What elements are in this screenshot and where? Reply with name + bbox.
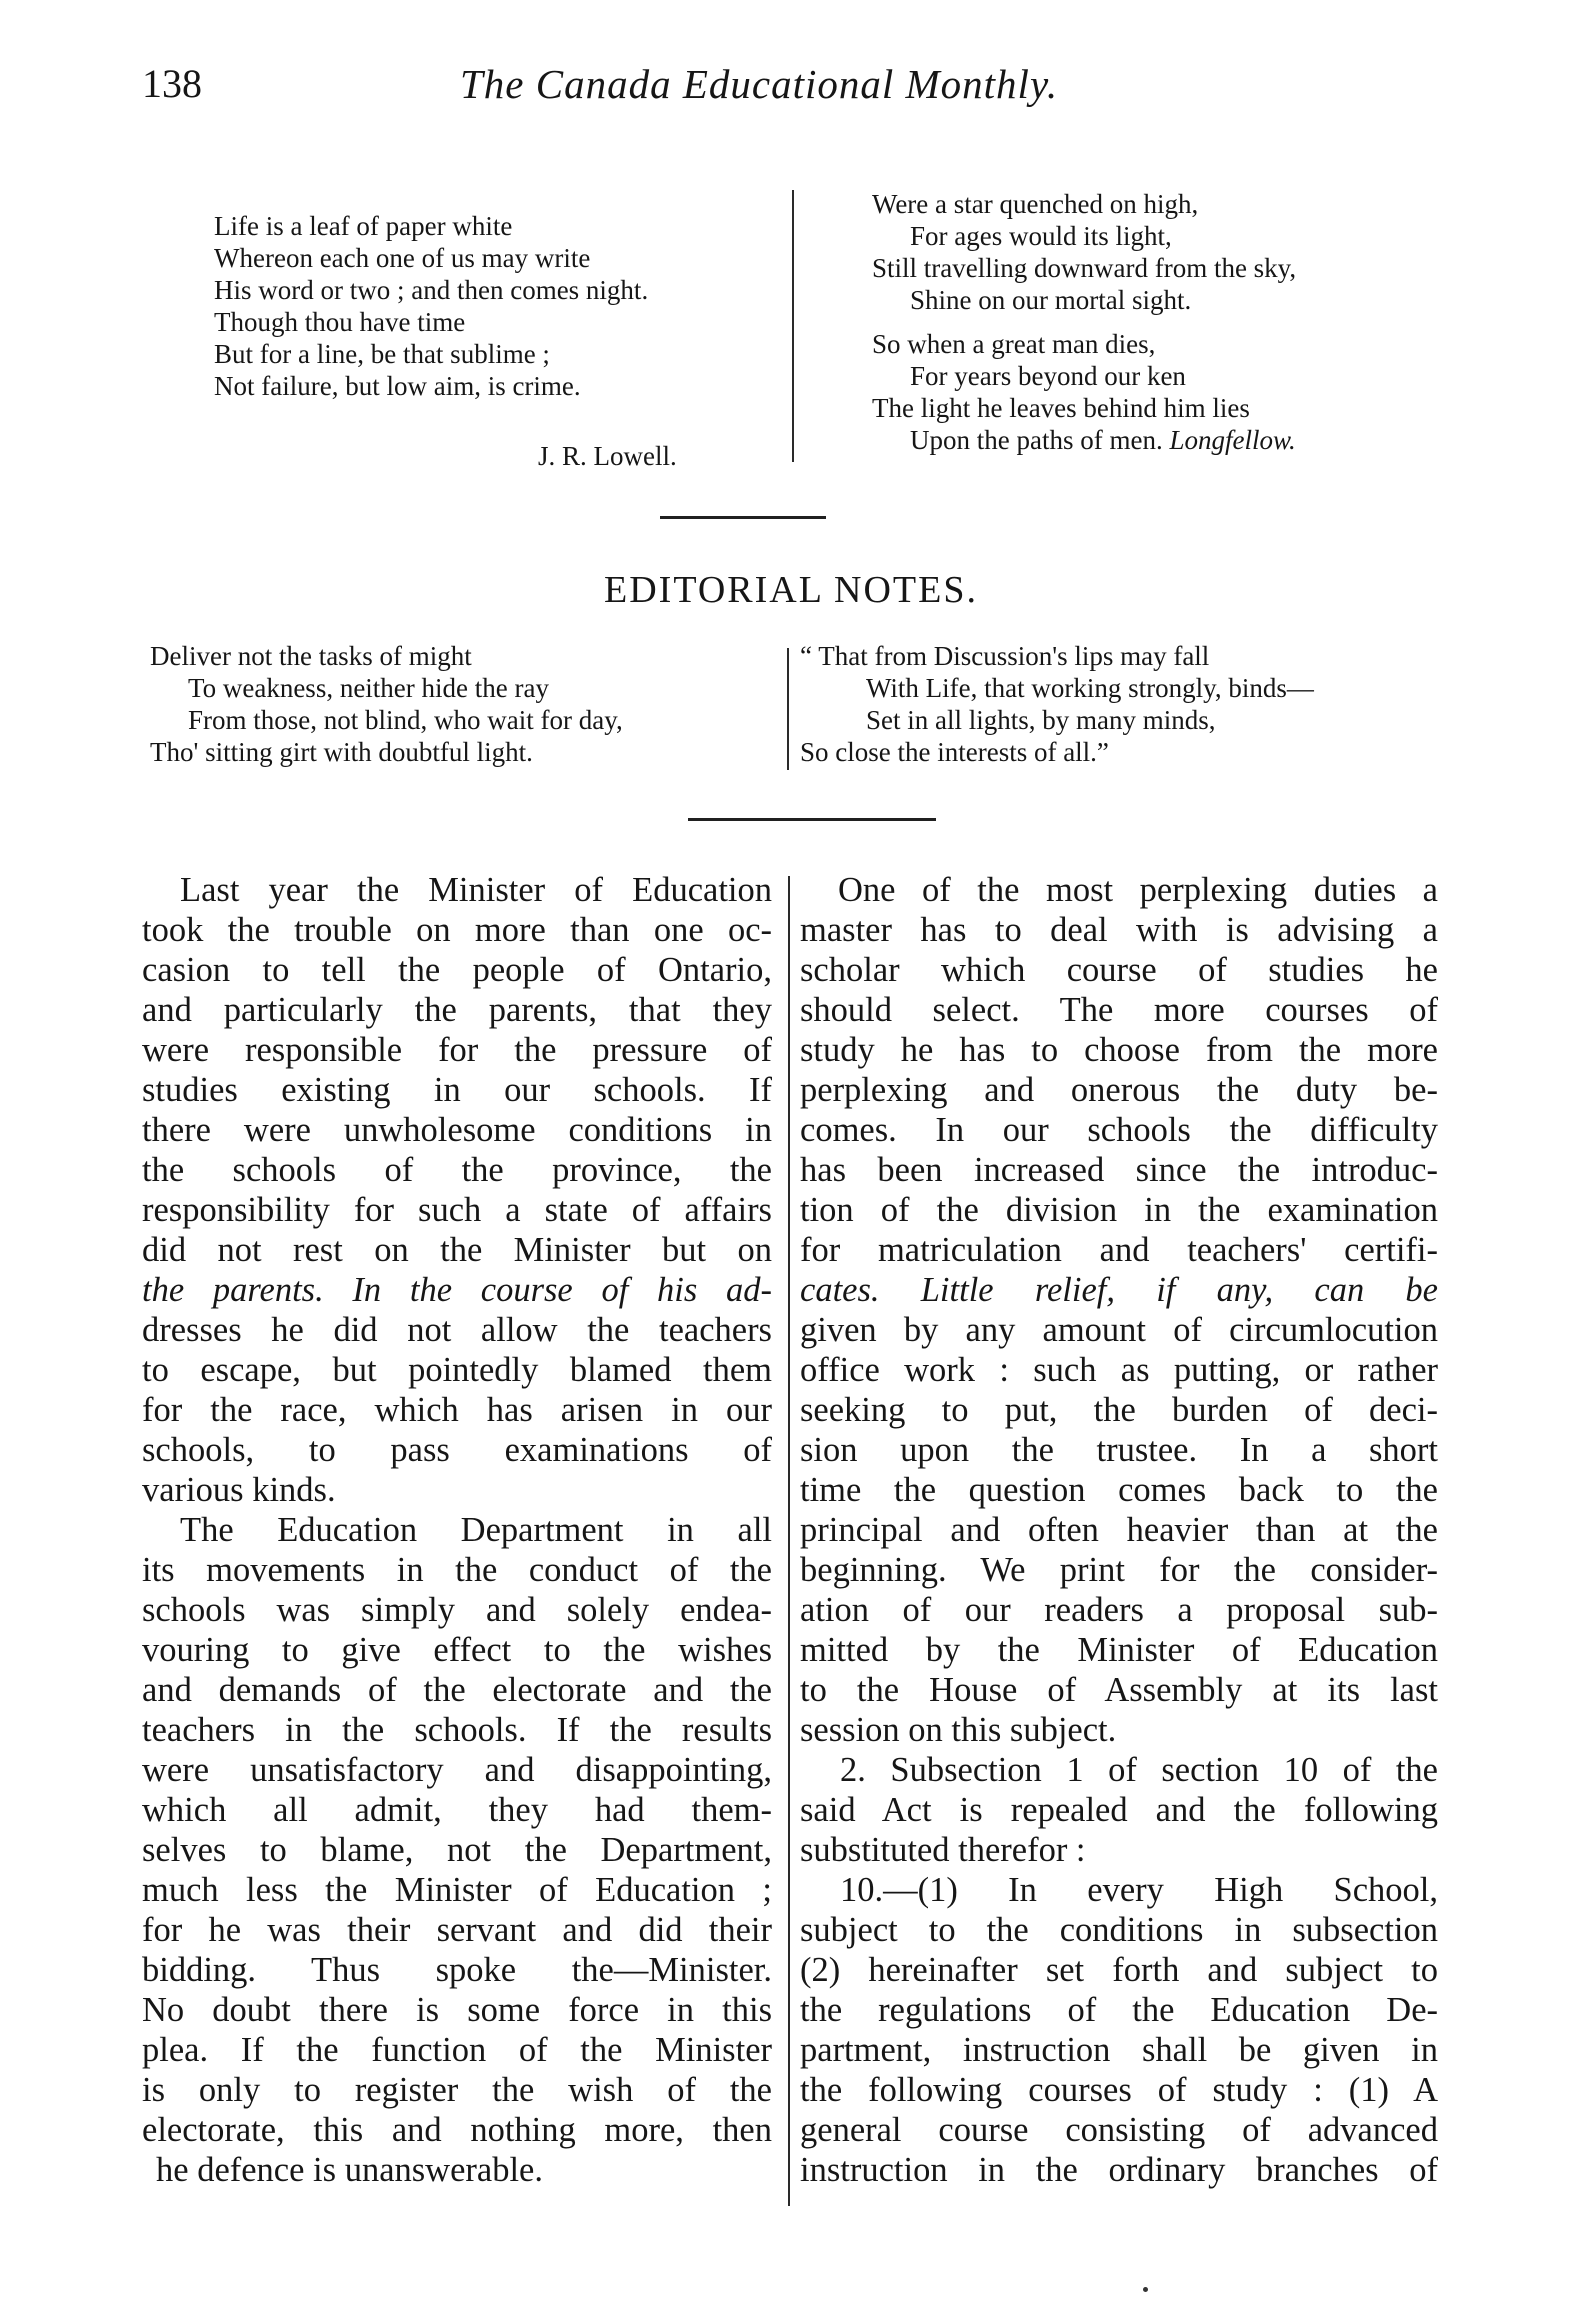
body-line: subject to the conditions in subsection [800,1911,1438,1949]
poem-line: So when a great man dies, [872,329,1156,359]
body-line: sion upon the trustee. In a short [800,1431,1438,1469]
poem-line: The light he leaves behind him lies [872,393,1250,423]
poem-line: Not failure, but low aim, is crime. [214,371,581,401]
poem-line: Life is a leaf of paper white [214,211,513,241]
poem-line: Were a star quenched on high, [872,189,1199,219]
poem-line: Shine on our mortal sight. [910,285,1192,315]
epigraph-right [800,640,1314,768]
body-line: much less the Minister of Education ; [142,1871,772,1909]
poem-line: But for a line, be that sublime ; [214,339,550,369]
body-line: beginning. We print for the consider- [800,1551,1438,1589]
body-line: partment, instruction shall be given in [800,2031,1438,2069]
body-line: given by any amount of circumlocution [800,1311,1438,1349]
body-line: 2. Subsection 1 of section 10 of the [840,1751,1438,1789]
body-line: tion of the division in the examination [800,1191,1438,1229]
running-title: The Canada Educational Monthly. [460,61,1059,107]
epigraph-line: So close the interests of all.” [800,737,1109,767]
body-line: the following courses of study : (1) A [800,2071,1438,2109]
body-line: there were unwholesome conditions in [142,1111,772,1149]
body-line: studies existing in our schools. If [142,1071,772,1109]
body-line: and particularly the parents, that they [142,991,772,1029]
poem-line: For years beyond our ken [910,361,1186,391]
body-line: should select. The more courses of [800,991,1438,1029]
body-line: Last year the Minister of Education [180,871,772,909]
body-line: comes. In our schools the difficulty [800,1111,1438,1149]
epigraph-line: With Life, that working strongly, binds— [866,673,1314,703]
column-divider [787,648,789,770]
body-line: for he was their servant and did their [142,1911,772,1949]
body-line: responsibility for such a state of affairs [142,1191,772,1229]
poem-attribution-longfellow: Longfellow. [1169,425,1296,455]
body-line: its movements in the conduct of the [142,1551,772,1589]
body-line: mitted by the Minister of Education [800,1631,1438,1669]
body-line: perplexing and onerous the duty be- [800,1071,1438,1109]
body-line: seeking to put, the burden of deci- [800,1391,1438,1429]
section-divider [688,818,936,821]
epigraph-line: From those, not blind, who wait for day, [188,705,623,735]
body-line: teachers in the schools. If the results [142,1711,772,1749]
body-line: The Education Department in all [180,1511,772,1549]
column-left [142,870,772,2190]
body-line: master has to deal with is advising a [800,911,1438,949]
body-line: No doubt there is some force in this [142,1991,772,2029]
body-line: vouring to give effect to the wishes [142,1631,772,1669]
body-line: principal and often heavier than at the [800,1511,1438,1549]
print-speck [1143,2287,1148,2292]
epigraph-line: To weakness, neither hide the ray [188,673,549,703]
body-line: the parents. In the course of his ad- [142,1271,772,1309]
page-header [0,60,1582,120]
body-line: were responsible for the pressure of [142,1031,772,1069]
body-line: cates. Little relief, if any, can be [800,1271,1438,1309]
poem-line-last [872,424,1296,456]
epigraph-line: Set in all lights, by many minds, [866,705,1216,735]
body-line: (2) hereinafter set forth and subject to [800,1951,1438,1989]
poem-line: Though thou have time [214,307,466,337]
body-line: he defence is unanswerable. [156,2151,543,2189]
body-line: dresses he did not allow the teachers [142,1311,772,1349]
body-line: to the House of Assembly at its last [800,1671,1438,1709]
body-line: substituted therefor : [800,1831,1086,1869]
body-line: did not rest on the Minister but on [142,1231,772,1269]
body-line: schools was simply and solely endea- [142,1591,772,1629]
epigraph-line: Tho' sitting girt with doubtful light. [150,737,533,767]
poem-line: For ages would its light, [910,221,1172,251]
column-divider [788,876,790,2206]
section-heading: EDITORIAL NOTES. [604,569,978,611]
poem-line: Upon the paths of men. [910,425,1163,455]
poem-lowell [214,210,648,402]
poem-attribution-lowell: J. R. Lowell. [538,441,677,471]
body-line: instruction in the ordinary branches of [800,2151,1438,2189]
epigraph-line: Deliver not the tasks of might [150,641,472,671]
body-line: 10.—(1) In every High School, [840,1871,1438,1909]
poem-line: Whereon each one of us may write [214,243,591,273]
body-line: bidding. Thus spoke the—Minister. [142,1951,772,1989]
body-line: various kinds. [142,1471,336,1509]
body-line: took the trouble on more than one oc- [142,911,772,949]
column-right [800,870,1438,2190]
poem-longfellow [872,188,1296,456]
body-line: for the race, which has arisen in our [142,1391,772,1429]
body-line: schools, to pass examinations of [142,1431,772,1469]
body-line: session on this subject. [800,1711,1117,1749]
body-line: electorate, this and nothing more, then [142,2111,772,2149]
page-number: 138 [142,61,202,106]
poem-line: Still travelling downward from the sky, [872,253,1297,283]
body-line: were unsatisfactory and disappointing, [142,1751,772,1789]
body-line: plea. If the function of the Minister [142,2031,772,2069]
epigraph-left [150,640,623,768]
body-line: study he has to choose from the more [800,1031,1438,1069]
body-line: general course consisting of advanced [800,2111,1438,2149]
poem-line: His word or two ; and then comes night. [214,275,649,305]
body-line: One of the most perplexing duties a [838,871,1438,909]
body-line: casion to tell the people of Ontario, [142,951,772,989]
epigraph-line: “ That from Discussion's lips may fall [800,641,1210,671]
body-line: time the question comes back to the [800,1471,1438,1509]
body-line: said Act is repealed and the following [800,1791,1438,1829]
body-line: the regulations of the Education De- [800,1991,1438,2029]
body-line: to escape, but pointedly blamed them [142,1351,772,1389]
body-line: and demands of the electorate and the [142,1671,772,1709]
body-line: office work : such as putting, or rather [800,1351,1438,1389]
body-line: which all admit, they had them- [142,1791,772,1829]
body-line: for matriculation and teachers' certifi- [800,1231,1438,1269]
body-line: the schools of the province, the [142,1151,772,1189]
body-line: is only to register the wish of the [142,2071,772,2109]
column-divider [792,190,794,462]
section-divider [660,516,826,519]
body-line: scholar which course of studies he [800,951,1438,989]
body-line: ation of our readers a proposal sub- [800,1591,1438,1629]
body-line: has been increased since the introduc- [800,1151,1438,1189]
body-line: selves to blame, not the Department, [142,1831,772,1869]
